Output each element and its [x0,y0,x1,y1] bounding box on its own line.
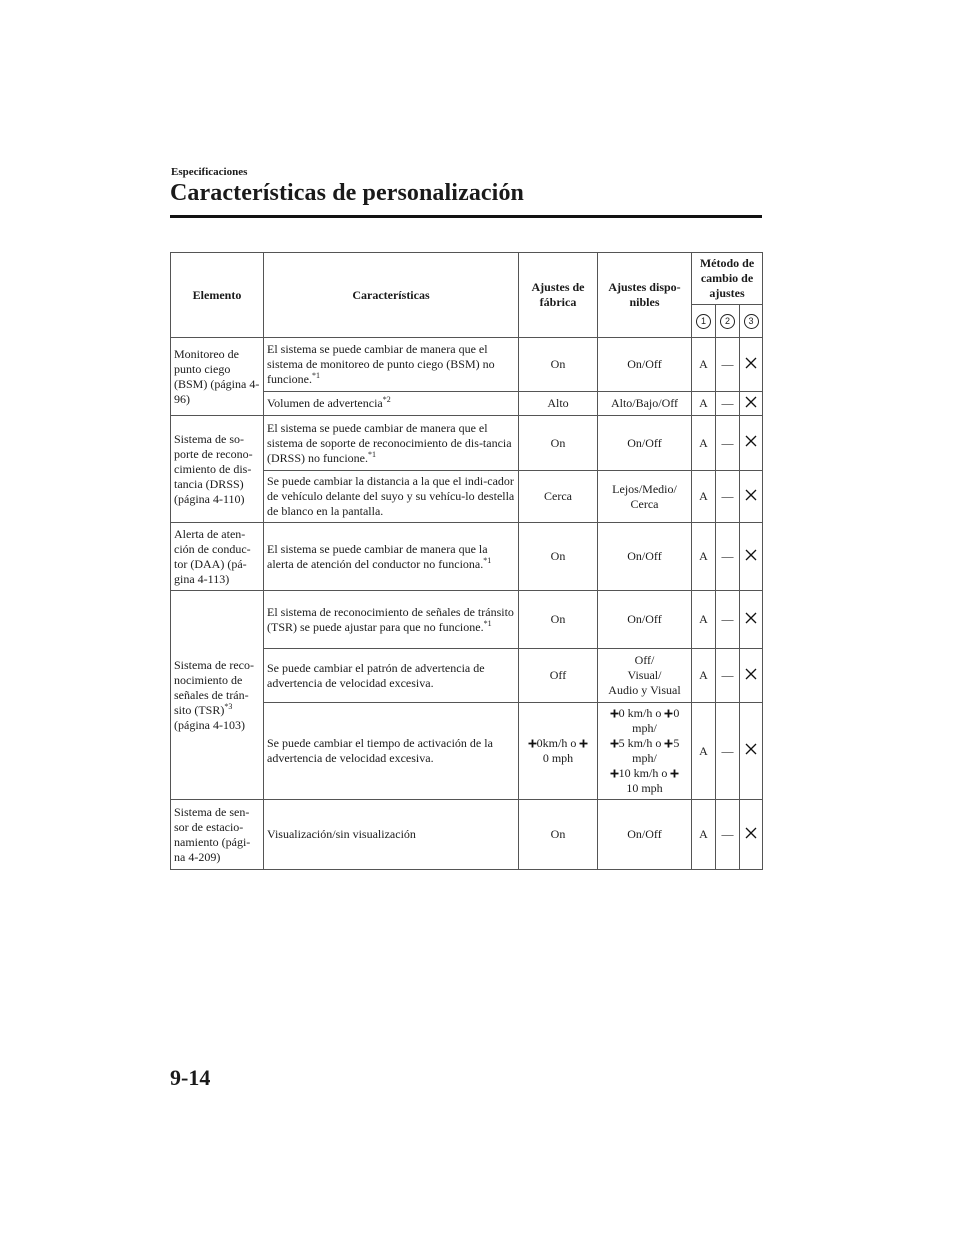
header-features: Características [264,253,519,338]
row-method-3 [740,416,763,471]
plus-icon [610,769,619,778]
circled-number-3-icon: 3 [744,314,759,329]
footnote-ref: *3 [224,701,233,711]
footnote-ref: *1 [483,618,492,628]
method-col-2 [716,305,740,338]
plus-icon [579,739,588,748]
row-feature: El sistema se puede cambiar de manera que la alerta de atención del conductor no funciona.$^{*1}$ [264,523,519,591]
row-method-1: A [692,703,716,800]
plus-icon [610,709,619,718]
cross-icon [745,435,757,447]
row-method-2: — [716,649,740,703]
circled-number-2-icon: 2 [720,314,735,329]
row-factory: On [519,338,598,392]
row-method-1: A [692,338,716,392]
row-available: On/Off [598,523,692,591]
plus-icon [528,739,537,748]
row-factory: 0km/h o 0 mph [519,703,598,800]
header-change-method: Método de cambio de ajustes [692,253,763,305]
row-element: Sistema de so-porte de recono-cimiento de dis-tancia (DRSS) (página 4-110) [171,416,264,523]
row-method-2: — [716,703,740,800]
row-method-1: A [692,800,716,870]
row-available: On/Off [598,800,692,870]
title-divider [170,215,762,218]
cross-icon [745,396,757,408]
cross-icon [745,743,757,755]
cross-icon [745,549,757,561]
row-method-2: — [716,338,740,392]
row-method-3 [740,392,763,416]
row-method-2: — [716,523,740,591]
table-row [171,416,763,471]
row-available: On/Off [598,591,692,649]
row-method-1: A [692,416,716,471]
table-row [171,800,763,870]
row-available: Alto/Bajo/Off [598,392,692,416]
row-feature: Se puede cambiar el tiempo de activación de la advertencia de velocidad excesiva. [264,703,519,800]
customization-table [170,252,763,870]
circled-number-1-icon: 1 [696,314,711,329]
row-method-3 [740,338,763,392]
row-feature: Volumen de advertencia$^{*2}$ [264,392,519,416]
cross-icon [745,357,757,369]
row-element: Monitoreo de punto ciego (BSM) (página 4-96) [171,338,264,416]
row-feature: Se puede cambiar la distancia a la que el indi-cador de vehículo delante del suyo y su vehícu-lo destella de blanco en la pantalla. [264,471,519,523]
header-element: Elemento [171,253,264,338]
row-method-1: A [692,471,716,523]
row-method-2: — [716,416,740,471]
row-method-2: — [716,591,740,649]
row-element: Sistema de sen-sor de estacio-namiento (pági-na 4-209) [171,800,264,870]
row-available: Off/ Visual/ Audio y Visual [598,649,692,703]
plus-icon [664,709,673,718]
plus-icon [610,739,619,748]
row-method-3 [740,800,763,870]
page-title: Características de personalización [170,180,524,206]
plus-icon [670,769,679,778]
cross-icon [745,489,757,501]
row-factory: On [519,416,598,471]
row-feature: El sistema se puede cambiar de manera que el sistema de monitoreo de punto ciego (BSM) no funcione.$^{*1}$ [264,338,519,392]
row-method-3 [740,471,763,523]
row-available: Lejos/Medio/ Cerca [598,471,692,523]
cross-icon [745,668,757,680]
row-method-2: — [716,392,740,416]
table-row [171,523,763,591]
cross-icon [745,827,757,839]
row-feature: Se puede cambiar el patrón de advertencia de advertencia de velocidad excesiva. [264,649,519,703]
row-factory: Cerca [519,471,598,523]
row-method-3 [740,649,763,703]
footnote-ref: *1 [368,449,376,459]
table-row [171,591,763,649]
row-method-3 [740,523,763,591]
row-factory: On [519,523,598,591]
row-method-3 [740,591,763,649]
header-available-settings: Ajustes dispo-nibles [598,253,692,338]
row-method-3 [740,703,763,800]
row-method-1: A [692,523,716,591]
cross-icon [745,612,757,624]
row-available: On/Off [598,416,692,471]
row-available: 0 km/h o 0 mph/ 5 km/h o 5 mph/ 10 km/h o 10 mph [598,703,692,800]
method-col-3 [740,305,763,338]
row-factory: On [519,800,598,870]
footnote-ref: *1 [483,555,492,565]
row-factory: Off [519,649,598,703]
row-feature: Visualización/sin visualización [264,800,519,870]
header-factory-settings: Ajustes de fábrica [519,253,598,338]
row-available: On/Off [598,338,692,392]
row-method-2: — [716,800,740,870]
page-number: 9-14 [170,1065,211,1090]
row-method-1: A [692,649,716,703]
row-feature: El sistema se puede cambiar de manera que el sistema de soporte de reconocimiento de dis-tancia (DRSS) no funcione.$^{*1}$ [264,416,519,471]
row-element: Alerta de aten-ción de conduc-tor (DAA) (pá-gina 4-113) [171,523,264,591]
row-factory: Alto [519,392,598,416]
footnote-ref: *2 [382,395,391,404]
row-method-2: — [716,471,740,523]
section-label: Especificaciones [171,166,248,178]
row-feature: El sistema de reconocimiento de señales de tránsito (TSR) se puede ajustar para que no funcione.$^{*1}$ [264,591,519,649]
row-method-1: A [692,591,716,649]
row-method-1: A [692,392,716,416]
row-element: Sistema de reco-nocimiento de señales de trán-sito (TSR)$^{*3}$ (página 4-103) [171,591,264,800]
plus-icon [664,739,673,748]
footnote-ref: *1 [311,371,320,380]
method-col-1 [692,305,716,338]
table-row [171,338,763,392]
row-factory: On [519,591,598,649]
